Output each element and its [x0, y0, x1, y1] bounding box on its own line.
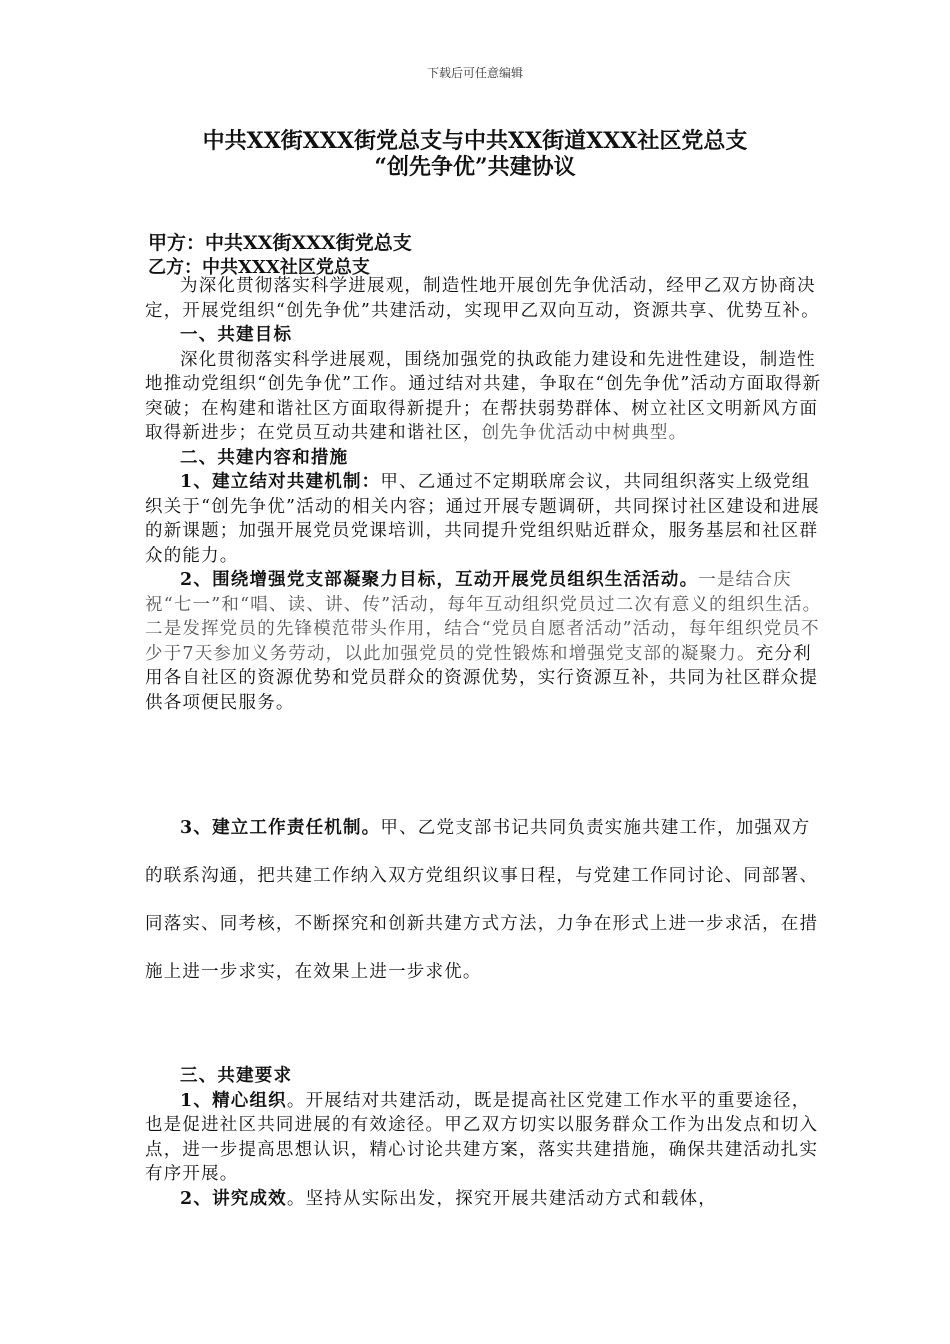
section1-text: 深化贯彻落实科学进展观，围绕加强党的执政能力建设和先进性建设，制造性地推动党组织“创先争优”工作。通过结对共建，争取在“创先争优”活动方面取得新突破；在构建和谐社区方面取得新提升；在帮扶弱势群体、树立社区文明新风方面取得新进步；在党员互动共建和谐社区，: [145, 349, 822, 443]
header-note: 下载后可任意编辑: [426, 66, 523, 80]
party-a: 甲方：中共XX街XXX街党总支: [148, 232, 412, 254]
section1-heading: 一、共建目标: [180, 325, 293, 345]
section2-item3-text: 甲、乙党支部书记共同负责实施共建工作，加强双方的联系沟通，把共建工作纳入双方党组织议事日程，与党建工作同讨论、同部署、同落实、同考核，不断探究和创新共建方式方法，力争在形式上进一步求活，在措施上进一步求实，在效果上进一步求优。: [145, 818, 819, 982]
section3-item2-title: 2、讲究成效: [180, 1188, 287, 1209]
section2-item2-grey-text: 一是结合庆祝“七一”和“唱、读、讲、传”活动，每年互动组织党员过二次有意义的组织生活。二是发挥党员的先锋模范带头作用，结合“党员自愿者活动”活动，每年组织党员不少于7天参加义务劳动，以此加强党员的党性锻炼和增强党支部的凝聚力。: [145, 570, 822, 664]
section3-item1: [145, 1089, 825, 1187]
section3-item2: [145, 1187, 825, 1212]
section2-item2-text: 充分利用各自社区的资源优势和党员群众的资源优势，实行资源互补，共同为社区群众提供各项便民服务。: [145, 643, 819, 713]
section2-item1-text: 甲、乙通过不定期联席会议，共同组织落实上级党组织关于“创先争优”活动的相关内容；通过开展专题调研，共同探讨社区建设和进展的新课题；加强开展党员党课培训，共同提升党组织贴近群众，服务基层和社区群众的能力。: [145, 472, 820, 566]
section2-item3: [145, 804, 825, 996]
intro-paragraph: 为深化贯彻落实科学进展观，制造性地开展创先争优活动，经甲乙双方协商决定，开展党组织“创先争优”共建活动，实现甲乙双向互动，资源共享、优势互补。: [145, 276, 820, 321]
section2-item3-title: 3、建立工作责任机制。: [180, 818, 381, 838]
document-title-line2: “创先争优”共建协议: [374, 154, 576, 180]
section2-item2: [145, 568, 825, 715]
party-b: 乙方：中共XXX社区党总支: [148, 257, 370, 278]
section3-item1-text: 。开展结对共建活动，既是提高社区党建工作水平的重要途径，也是促进社区共同进展的有效途径。甲乙双方切实以服务群众工作为出发点和切入点，进一步提高思想认识，精心讨论共建方案，落实共建措施，确保共建活动扎实有序开展。: [145, 1090, 819, 1184]
section1-text-tail: 创先争优活动中树典型。: [481, 423, 688, 443]
section1-paragraph: [145, 348, 825, 446]
section3-item1-title: 1、精心组织: [180, 1090, 287, 1111]
section3-heading: 三、共建要求: [180, 1066, 293, 1086]
document-body-top: [145, 274, 825, 715]
section2-item2-title: 2、围绕增强党支部凝聚力目标，互动开展党员组织生活活动。: [180, 570, 699, 590]
section3-item2-text: 。坚持从实际出发，探究开展共建活动方式和载体，: [286, 1188, 717, 1209]
document-body-bottom: [145, 1064, 825, 1211]
section2-item1-title: 1、建立结对共建机制：: [180, 472, 381, 492]
section2-item1: [145, 470, 825, 568]
section2-heading: 二、共建内容和措施: [180, 447, 349, 468]
document-title-line1: 中共XX街XXX街党总支与中共XX街道XXX社区党总支: [202, 128, 748, 154]
section2-item3-paragraph: [145, 804, 825, 996]
